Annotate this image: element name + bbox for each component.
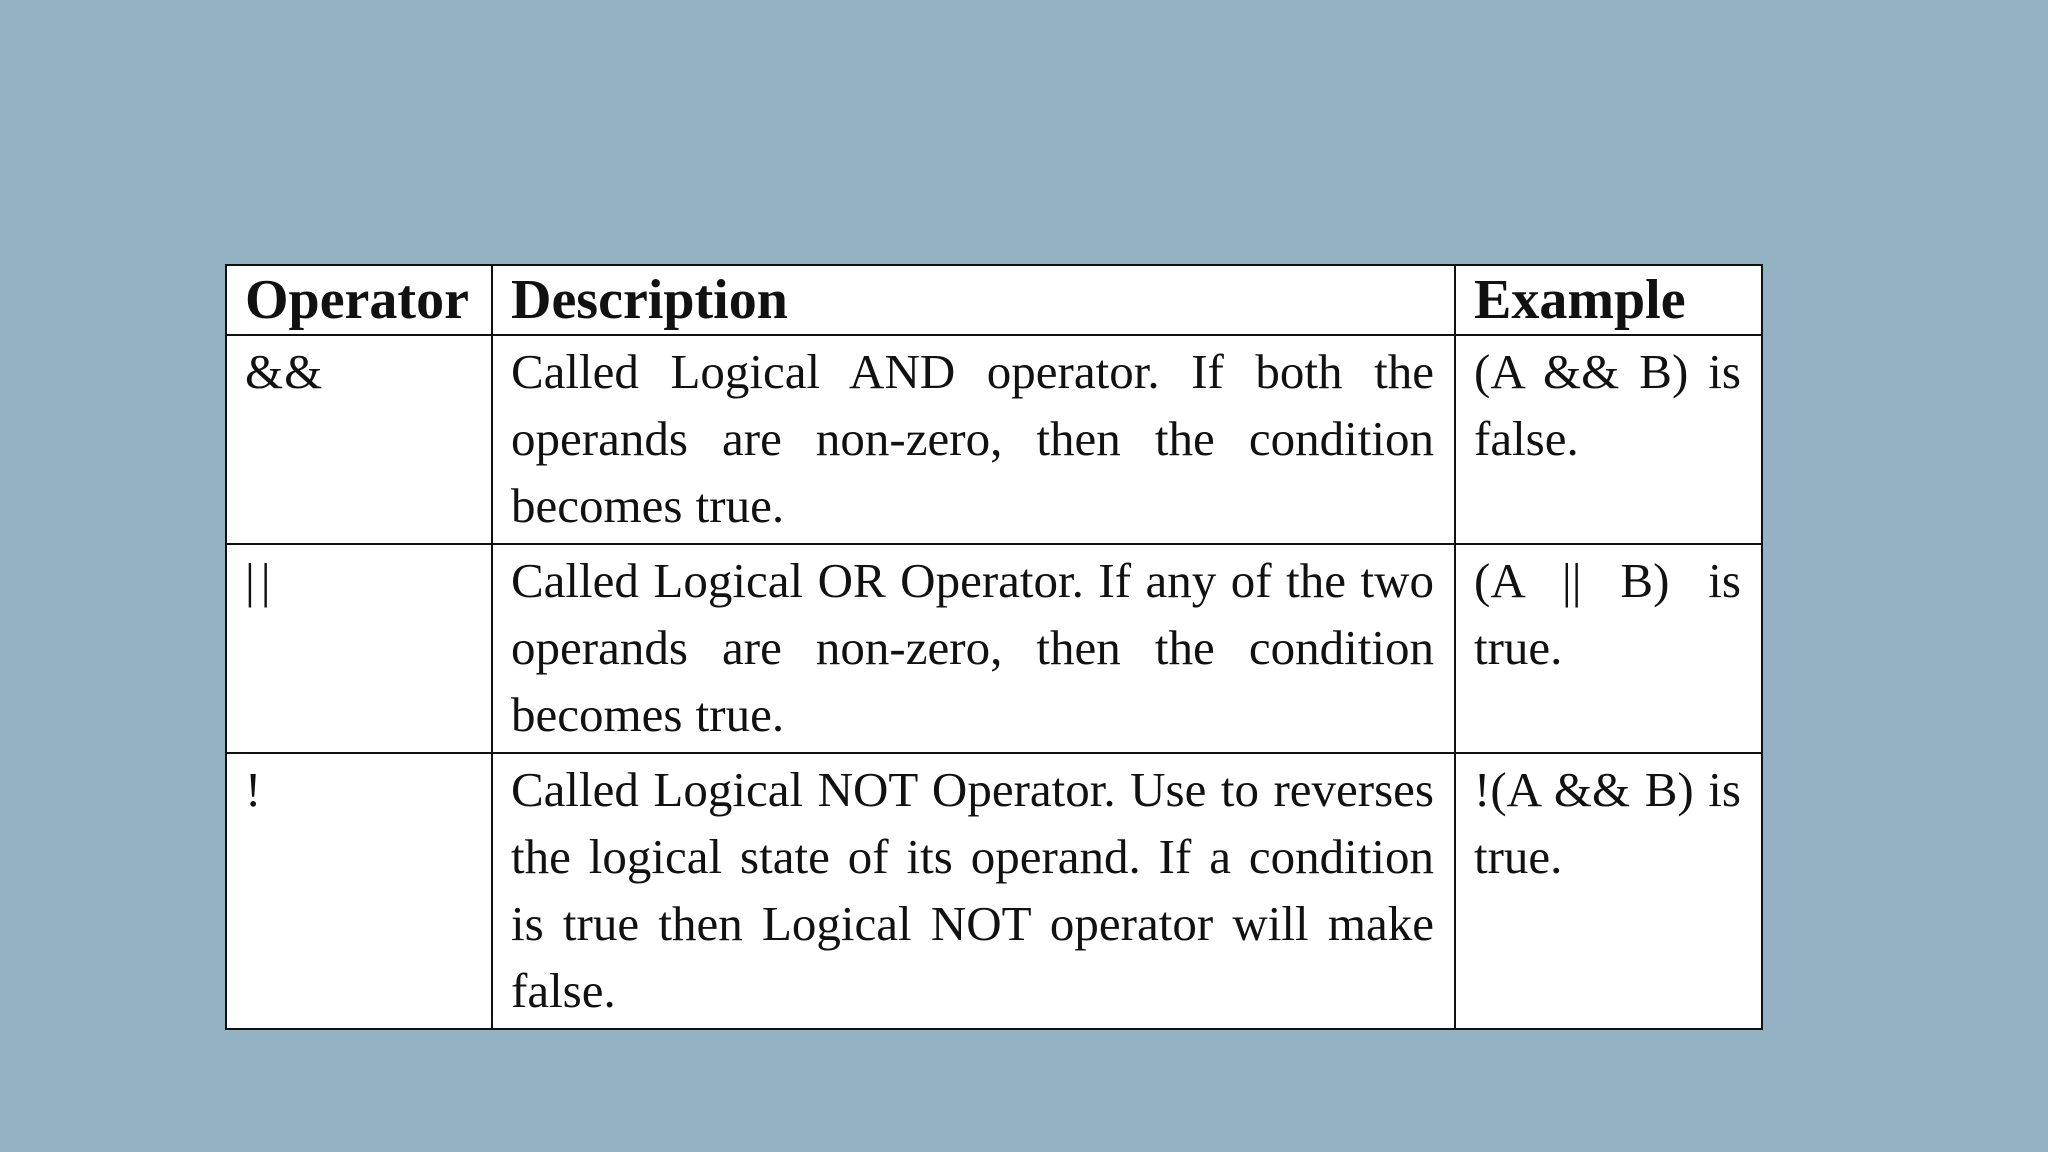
header-example: Example <box>1455 265 1762 335</box>
example-cell: (A || B) is true. <box>1455 544 1762 753</box>
example-cell: !(A && B) is true. <box>1455 753 1762 1029</box>
operator-cell: && <box>226 335 492 544</box>
table-row-logical-and <box>226 335 1762 544</box>
operator-cell: || <box>226 544 492 753</box>
operator-cell: ! <box>226 753 492 1029</box>
header-description: Description <box>492 265 1455 335</box>
table-header-row <box>226 265 1762 335</box>
description-cell: Called Logical OR Operator. If any of the two operands are non-zero, then the condition becomes true. <box>492 544 1455 753</box>
logical-operators-table <box>225 264 1763 1030</box>
header-operator: Operator <box>226 265 492 335</box>
description-cell: Called Logical AND operator. If both the operands are non-zero, then the condition becomes true. <box>492 335 1455 544</box>
table-row-logical-or <box>226 544 1762 753</box>
table-row-logical-not <box>226 753 1762 1029</box>
description-cell: Called Logical NOT Operator. Use to reverses the logical state of its operand. If a condition is true then Logical NOT operator will make false. <box>492 753 1455 1029</box>
example-cell: (A && B) is false. <box>1455 335 1762 544</box>
